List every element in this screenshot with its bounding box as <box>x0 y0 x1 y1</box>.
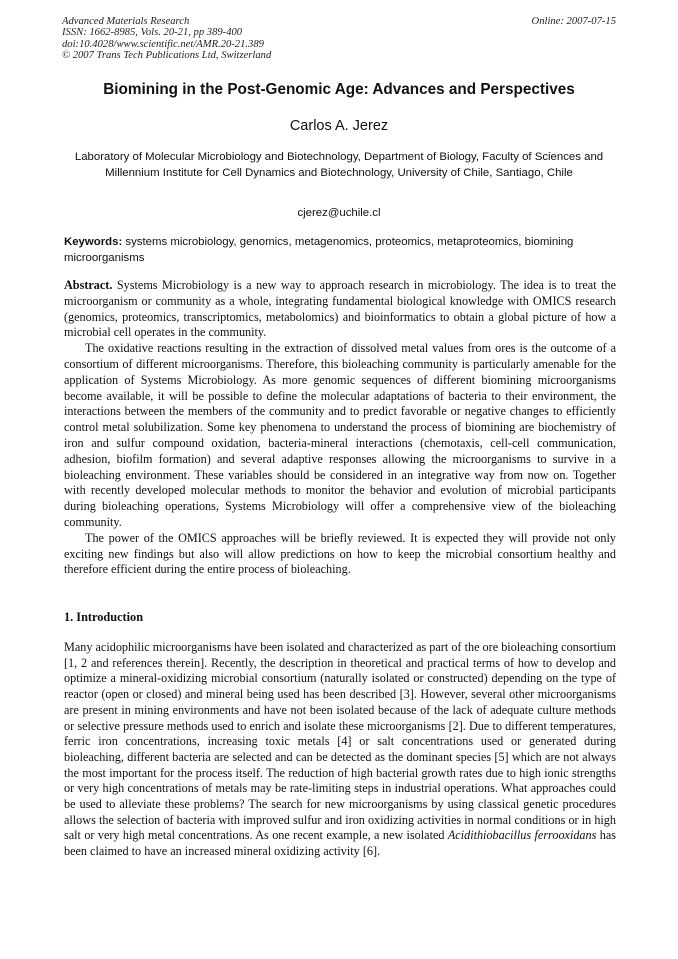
author-email: cjerez@uchile.cl <box>297 207 381 219</box>
keywords <box>64 235 616 266</box>
abstract-label: Abstract. <box>64 278 113 292</box>
online-date: Online: 2007-07-15 <box>531 16 616 27</box>
introduction-text: Many acidophilic microorganisms have been isolated and characterized as part of the ore bioleaching consortium [1, 2 and references therein]. Recently, the description in theoretical and practical terms of how to develop and optimize a mineral-oxidizing microbial consortium (naturally isolated or constructed) depending on the type of reactor (open or closed) and mineral being used has been described [3]. However, several other microorganisms are present in mining environments and have not been isolated because of the lack of adequate culture methods or selective pressure methods used to enrich and isolate these microorganisms [2]. Due to different temperatures, ferric iron concentrations, increasing toxic metals [4] or salt concentrations used or generated during bioleaching, different bacteria are selected and can be detected as the dominant species [5] which are not always the most important for the process itself. The reduction of high bacterial growth rates due to high ionic strengths or very high concentrations of metals may be rate-limiting steps in industrial operations. What approaches could be used to alleviate these problems? The search for new microorganisms by using classical genetic procedures allows the selection of bacteria with improved sulfur and iron oxidizing activities in normal conditions or in high salt or very high metal concentrations. As one recent example, a new isolated <box>64 640 616 843</box>
introduction-body <box>64 640 616 860</box>
keywords-label: Keywords: <box>64 236 123 248</box>
introduction-paragraph <box>64 640 616 860</box>
species-name: Acidithiobacillus ferrooxidans <box>447 828 597 843</box>
journal-doi: doi:10.4028/www.scientific.net/AMR.20-21.389 <box>62 38 264 50</box>
paper-title: Biomining in the Post-Genomic Age: Advances and Perspectives <box>103 81 575 98</box>
section-heading-introduction: 1. Introduction <box>64 610 144 624</box>
abstract-paragraph-1-text: Systems Microbiology is a new way to approach research in microbiology. The idea is to treat the microorganism or community as a whole, integrating fundamental biological knowledge with OMICS research (genomics, proteomics, transcriptomics, metabolomics) and bioinformatics to obtain a global picture of how a microbial cell operates in the community. <box>64 278 616 340</box>
abstract-paragraph-1 <box>64 278 616 341</box>
abstract-paragraph-3: The power of the OMICS approaches will be briefly reviewed. It is expected they will provide not only exciting new findings but also will allow predictions on how to keep the microbial consortium healthy and therefore efficient during the entire process of bioleaching. <box>64 530 616 577</box>
journal-copyright: © 2007 Trans Tech Publications Ltd, Switzerland <box>62 49 272 61</box>
abstract <box>64 278 616 578</box>
author-affiliation: Laboratory of Molecular Microbiology and Biotechnology, Department of Biology, Faculty of Sciences and Millennium Institute for Cell Dynamics and Biotechnology, University of Chile, Santiago, Chile <box>74 151 604 179</box>
journal-issn: ISSN: 1662-8985, Vols. 20-21, pp 389-400 <box>62 27 243 39</box>
keywords-text: systems microbiology, genomics, metagenomics, proteomics, metaproteomics, biomining microorganisms <box>64 236 574 264</box>
journal-name: Advanced Materials Research <box>62 16 190 27</box>
introduction-text-end: has been claimed to have an increased mineral oxidizing activity [6]. <box>64 828 616 859</box>
author-name: Carlos A. Jerez <box>289 118 389 134</box>
journal-header <box>62 16 616 61</box>
abstract-paragraph-2: The oxidative reactions resulting in the extraction of dissolved metal values from ores is the outcome of a consortium of different microorganisms. Therefore, this bioleaching community is particularly amenable for the application of Systems Microbiology. As more genomic sequences of different biomining microorganisms become available, it will be possible to define the molecular adaptations of bacteria to their environment, the interactions between the members of the community and to predict favorable or negative changes to efficiently control metal solubilization. Some key phenomena to understand the process of biomining are biochemistry of iron and sulfur compound oxidation, bacteria-mineral interactions (chemotaxis, cell-cell communication, adhesion, biofilm formation) and several adaptive responses allowing the microorganisms to survive in a bioleaching environment. These variables should be considered in an integrative way from now on. Together with recently developed molecular methods to monitor the behavior and evolution of microbial participants during bioleaching operations, Systems Microbiology will offer a comprehensive view of the bioleaching community. <box>64 341 616 529</box>
